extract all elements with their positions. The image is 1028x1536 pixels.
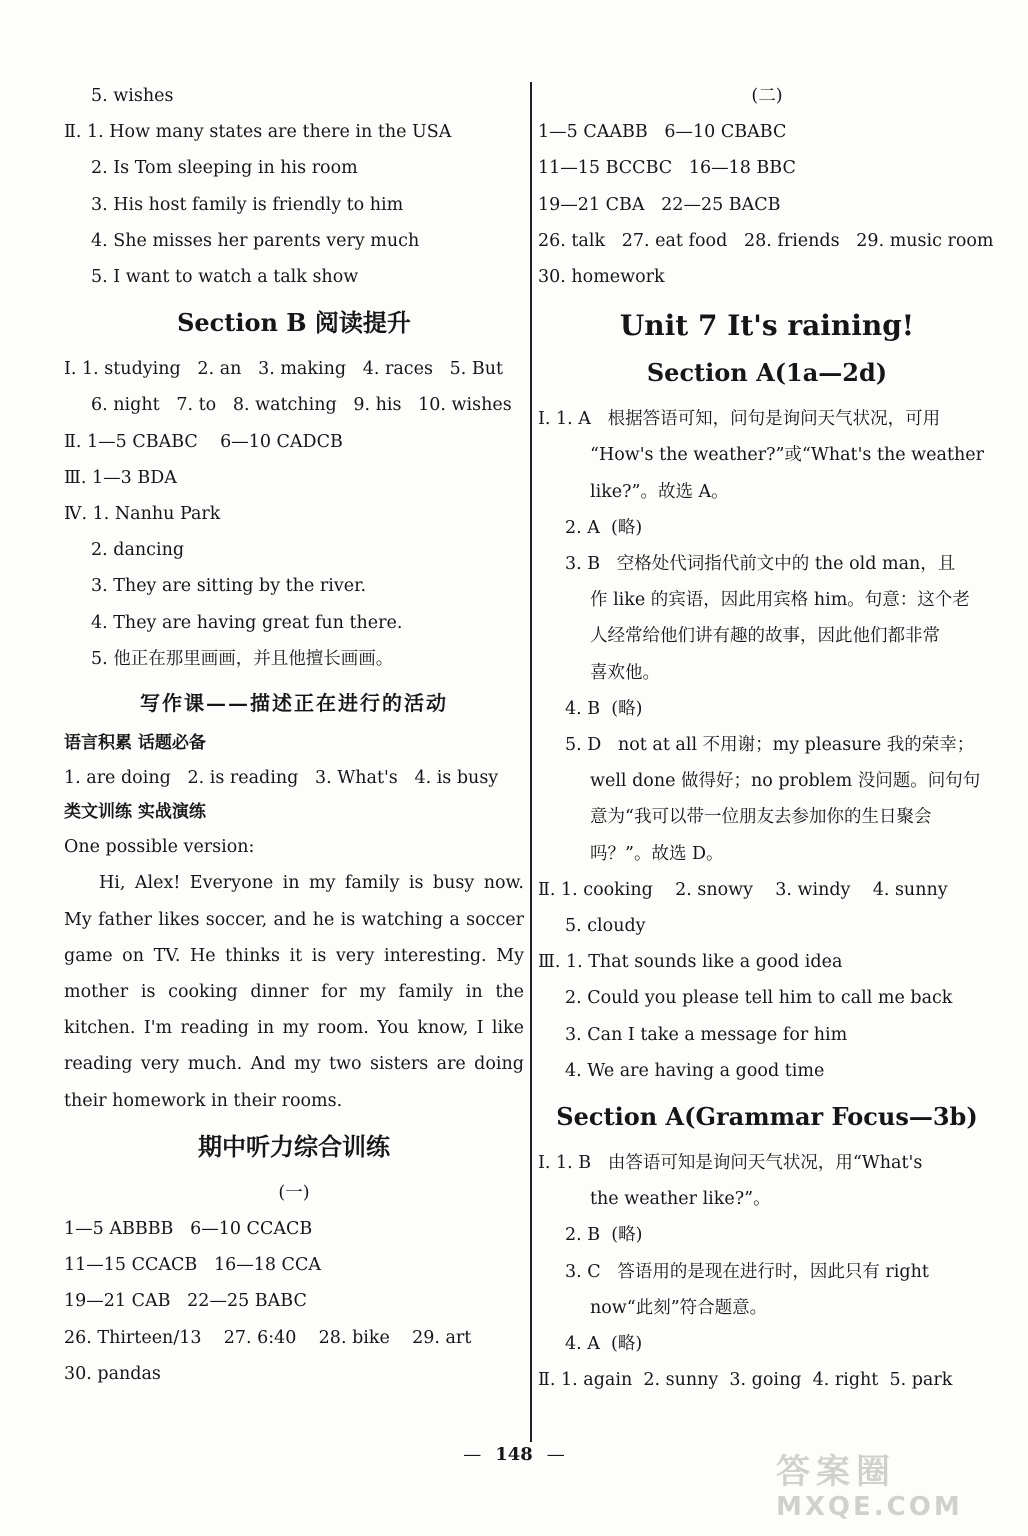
answer-line: 30. homework bbox=[538, 267, 665, 288]
answer-line: 5. I want to watch a talk show bbox=[91, 267, 359, 288]
answer-line: now“此刻”符合题意。 bbox=[590, 1297, 768, 1318]
column-divider bbox=[530, 82, 532, 1442]
answer-line: Ⅰ. 1. studying 2. an 3. making 4. races 5. But bbox=[64, 359, 504, 380]
answer-line: 26. talk 27. eat food 28. friends 29. music room bbox=[538, 230, 994, 251]
answer-line: 意为“我可以带一位朋友去参加你的生日聚会 bbox=[590, 807, 932, 828]
answer-line: like?”。故选 A。 bbox=[590, 481, 729, 502]
answer-line: 2. Is Tom sleeping in his room bbox=[91, 158, 358, 179]
answer-line: 4. A (略) bbox=[565, 1334, 643, 1355]
answer-line: 作 like 的宾语，因此用宾格 him。句意：这个老 bbox=[590, 590, 970, 611]
answer-line: 4. B (略) bbox=[565, 698, 643, 719]
answer-line: 6. night 7. to 8. watching 9. his 10. wishes bbox=[91, 395, 512, 416]
answer-line: Ⅲ. 1. That sounds like a good idea bbox=[538, 952, 843, 973]
answer-line: Ⅰ. 1. A 根据答语可知，问句是询问天气状况，可用 bbox=[538, 409, 941, 430]
answer-line: 4. We are having a good time bbox=[565, 1060, 825, 1081]
section-heading: 期中听力综合训练 bbox=[198, 1131, 390, 1161]
watermark-logo bbox=[776, 1452, 1006, 1532]
sub-heading: 语言积累 话题必备 bbox=[64, 733, 206, 754]
answer-line: 3. B 空格处代词指代前文中的 the old man，且 bbox=[565, 554, 956, 575]
answer-line: 5. 他正在那里画画，并且他擅长画画。 bbox=[91, 648, 394, 669]
answer-line: Ⅱ. 1. cooking 2. snowy 3. windy 4. sunny bbox=[538, 879, 948, 900]
answer-line: 5. D not at all 不用谢；my pleasure 我的荣幸； bbox=[565, 735, 975, 756]
watermark-line2: MXQE.COM bbox=[776, 1492, 963, 1522]
answer-line: 4. They are having great fun there. bbox=[91, 612, 403, 633]
answer-line: 3. Can I take a message for him bbox=[565, 1024, 848, 1045]
answer-line: Ⅲ. 1—3 BDA bbox=[64, 467, 177, 488]
unit-heading: Unit 7 It's raining! bbox=[619, 309, 915, 343]
answer-line: “How's the weather?”或“What's the weather bbox=[590, 445, 984, 466]
essay-paragraph: Hi, Alex! Everyone in my family is busy now. My father likes soccer, and he is watching a soccer game on TV. He thinks it is very interesting. My mother is cooking dinner for my family in the kitchen. I'm reading in my room. You know, I like reading very much. And my two sisters are doing their homework in their rooms. bbox=[64, 873, 524, 1111]
answer-line: 11—15 BCCBC 16—18 BBC bbox=[538, 158, 796, 179]
answer-line: 2. B (略) bbox=[565, 1225, 643, 1246]
part-label: (一) bbox=[278, 1182, 310, 1203]
answer-line: Ⅰ. 1. B 由答语可知是询问天气状况，用“What's bbox=[538, 1153, 923, 1174]
answer-line: One possible version: bbox=[64, 837, 255, 858]
answer-line: 19—21 CBA 22—25 BACB bbox=[538, 194, 781, 215]
answer-line: 喜欢他。 bbox=[590, 662, 660, 683]
answer-line: the weather like?”。 bbox=[590, 1189, 771, 1210]
answer-line: 3. His host family is friendly to him bbox=[91, 194, 404, 215]
answer-line: 人经常给他们讲有趣的故事，因此他们都非常 bbox=[590, 626, 940, 647]
answer-line: 1. are doing 2. is reading 3. What's 4. is busy bbox=[64, 768, 499, 789]
watermark-line1: 答案圈 bbox=[776, 1452, 896, 1492]
answer-line: 3. They are sitting by the river. bbox=[91, 576, 367, 597]
page-number: 148 bbox=[495, 1444, 533, 1465]
answer-line: Ⅱ. 1. How many states are there in the USA bbox=[64, 122, 452, 143]
sub-heading: 类文训练 实战演练 bbox=[64, 802, 206, 823]
answer-line: 2. Could you please tell him to call me back bbox=[565, 988, 953, 1009]
answer-line: 30. pandas bbox=[64, 1363, 161, 1384]
answer-line: 3. C 答语用的是现在进行时，因此只有 right bbox=[565, 1261, 929, 1282]
section-heading: Section A(1a—2d) bbox=[646, 358, 888, 388]
section-heading: Section B 阅读提升 bbox=[177, 308, 411, 338]
part-label: (二) bbox=[751, 86, 783, 106]
answer-line: well done 做得好；no problem 没问题。问句句 bbox=[590, 771, 981, 792]
answer-line: Ⅳ. 1. Nanhu Park bbox=[64, 504, 221, 525]
answer-line: 26. Thirteen/13 27. 6:40 28. bike 29. art bbox=[64, 1327, 472, 1348]
footer-dash-left: — bbox=[463, 1444, 482, 1465]
answer-line: Ⅱ. 1. again 2. sunny 3. going 4. right 5. park bbox=[538, 1370, 953, 1391]
answer-line: 5. cloudy bbox=[565, 916, 646, 937]
answer-line: 4. She misses her parents very much bbox=[91, 230, 420, 251]
answer-line: 19—21 CAB 22—25 BABC bbox=[64, 1291, 307, 1312]
answer-line: Ⅱ. 1—5 CBABC 6—10 CADCB bbox=[64, 431, 343, 452]
left-column bbox=[64, 78, 524, 1392]
answer-line: 11—15 CCACB 16—18 CCA bbox=[64, 1255, 321, 1276]
answer-line: 2. A (略) bbox=[565, 517, 643, 538]
right-column bbox=[538, 78, 996, 1399]
answer-line: 1—5 ABBBB 6—10 CCACB bbox=[64, 1219, 313, 1240]
footer-dash-right: — bbox=[546, 1444, 565, 1465]
writing-heading: 写作课——描述正在进行的活动 bbox=[140, 691, 448, 716]
section-heading: Section A(Grammar Focus—3b) bbox=[556, 1102, 978, 1132]
answer-line: 吗？”。故选 D。 bbox=[590, 843, 724, 864]
answer-line: 1—5 CAABB 6—10 CBABC bbox=[538, 122, 787, 143]
answer-line: 2. dancing bbox=[91, 540, 185, 561]
answer-line: 5. wishes bbox=[91, 86, 174, 106]
